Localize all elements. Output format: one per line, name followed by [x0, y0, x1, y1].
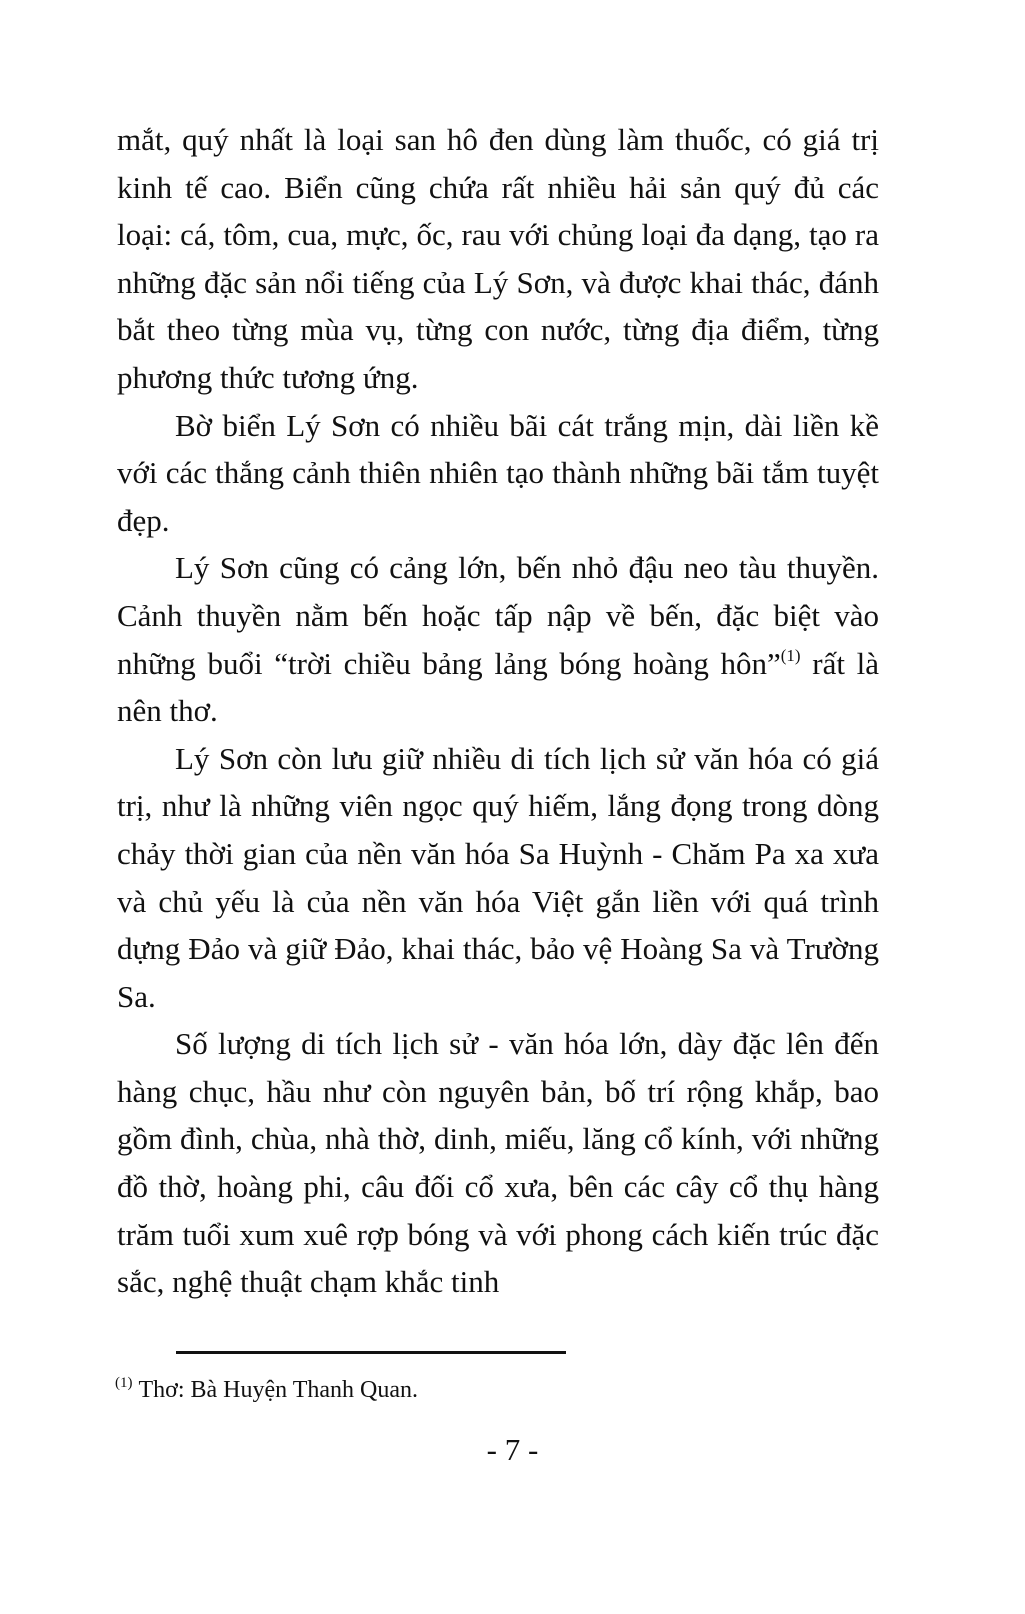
footnote-divider	[176, 1351, 566, 1354]
paragraph-harbor-text: Lý Sơn cũng có cảng lớn, bến nhỏ đậu neo tàu thuyền. Cảnh thuyền nằm bến hoặc tấp nập về bến, đặc biệt vào những buổi “trời chiều bảng lảng bóng hoàng hôn”	[117, 550, 879, 681]
body-text	[117, 116, 879, 1306]
footnote-marker: (1)	[115, 1375, 133, 1391]
paragraph-sea-resources: mắt, quý nhất là loại san hô đen dùng làm thuốc, có giá trị kinh tế cao. Biển cũng chứa rất nhiều hải sản quý đủ các loại: cá, tôm, cua, mực, ốc, rau với chủng loại đa dạng, tạo ra những đặc sản nổi tiếng của Lý Sơn, và được khai thác, đánh bắt theo từng mùa vụ, từng con nước, từng địa điểm, từng phương thức tương ứng.	[117, 122, 879, 395]
paragraph-beaches: Bờ biển Lý Sơn có nhiều bãi cát trắng mịn, dài liền kề với các thắng cảnh thiên nhiên tạo thành những bãi tắm tuyệt đẹp.	[117, 407, 879, 538]
footnote	[115, 1375, 418, 1405]
paragraph-harbor-ending: rất là nên thơ.	[117, 645, 879, 729]
paragraph-historic-sites: Lý Sơn còn lưu giữ nhiều di tích lịch sử văn hóa có giá trị, như là những viên ngọc quý hiếm, lắng đọng trong dòng chảy thời gian của nền văn hóa Sa Huỳnh - Chăm Pa xa xưa và chủ yếu là của nền văn hóa Việt gắn liền với quá trình dựng Đảo và giữ Đảo, khai thác, bảo vệ Hoàng Sa và Trường Sa.	[117, 740, 879, 1014]
page-number: - 7 -	[486, 1432, 539, 1467]
paragraph-harbor	[117, 544, 879, 734]
paragraph-monuments: Số lượng di tích lịch sử - văn hóa lớn, dày đặc lên đến hàng chục, hầu như còn nguyên bản, bố trí rộng khắp, bao gồm đình, chùa, nhà thờ, dinh, miếu, lăng cổ kính, với những đồ thờ, hoàng phi, câu đối cổ xưa, bên các cây cổ thụ hàng trăm tuổi xum xuê rợp bóng và với phong cách kiến trúc đặc sắc, nghệ thuật chạm khắc tinh	[117, 1026, 879, 1300]
footnote-text: Thơ: Bà Huyện Thanh Quan.	[138, 1377, 419, 1403]
footnote-reference: (1)	[780, 645, 801, 665]
